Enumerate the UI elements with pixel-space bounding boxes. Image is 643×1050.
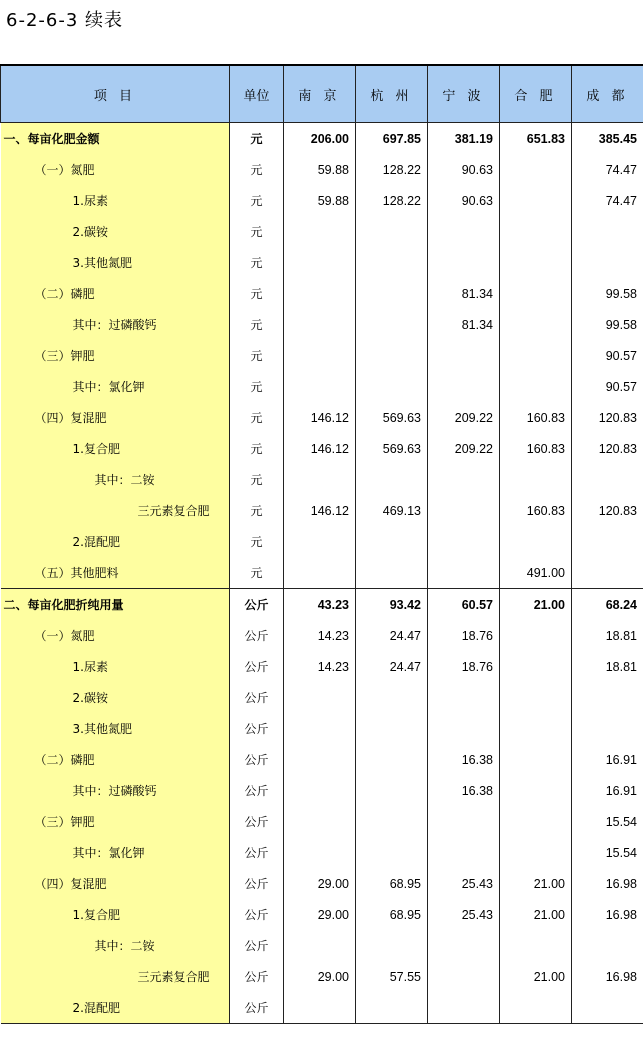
row-value <box>428 837 500 868</box>
row-label: 三元素复合肥 <box>1 961 230 992</box>
row-value <box>500 247 572 278</box>
row-value <box>500 154 572 185</box>
row-value: 160.83 <box>500 495 572 526</box>
row-value <box>356 992 428 1024</box>
row-value: 43.23 <box>284 589 356 621</box>
row-value <box>500 651 572 682</box>
row-value: 469.13 <box>356 495 428 526</box>
row-value: 385.45 <box>572 123 643 155</box>
table-row <box>1 433 643 464</box>
row-value: 93.42 <box>356 589 428 621</box>
row-label: 其中：二铵 <box>1 464 230 495</box>
row-value: 16.98 <box>572 961 643 992</box>
row-label: 2.混配肥 <box>1 992 230 1024</box>
row-label: 二、每亩化肥折纯用量 <box>1 589 230 621</box>
row-value: 25.43 <box>428 868 500 899</box>
row-value <box>428 464 500 495</box>
row-value <box>356 247 428 278</box>
header-city-hefei: 合 肥 <box>500 65 572 123</box>
data-table-container <box>0 64 643 1024</box>
row-unit: 元 <box>230 371 284 402</box>
row-label: （四）复混肥 <box>1 868 230 899</box>
row-value <box>500 340 572 371</box>
row-value: 651.83 <box>500 123 572 155</box>
table-row <box>1 340 643 371</box>
row-label: 三元素复合肥 <box>1 495 230 526</box>
row-value: 491.00 <box>500 557 572 589</box>
row-label: 其中：氯化钾 <box>1 371 230 402</box>
row-unit: 元 <box>230 154 284 185</box>
row-unit: 公斤 <box>230 899 284 930</box>
table-row <box>1 868 643 899</box>
row-value: 21.00 <box>500 868 572 899</box>
row-value: 15.54 <box>572 806 643 837</box>
row-value: 120.83 <box>572 433 643 464</box>
row-value <box>284 682 356 713</box>
table-row <box>1 992 643 1024</box>
row-value <box>284 992 356 1024</box>
row-value <box>428 526 500 557</box>
row-value: 29.00 <box>284 961 356 992</box>
row-value: 16.91 <box>572 744 643 775</box>
row-value: 128.22 <box>356 154 428 185</box>
row-value: 18.76 <box>428 620 500 651</box>
row-value <box>428 806 500 837</box>
row-value: 209.22 <box>428 402 500 433</box>
row-value <box>500 744 572 775</box>
table-row <box>1 837 643 868</box>
row-value <box>356 340 428 371</box>
row-unit: 公斤 <box>230 961 284 992</box>
row-value <box>356 557 428 589</box>
row-unit: 公斤 <box>230 775 284 806</box>
row-value <box>428 340 500 371</box>
table-row <box>1 713 643 744</box>
row-unit: 元 <box>230 185 284 216</box>
row-value: 81.34 <box>428 278 500 309</box>
row-value <box>500 775 572 806</box>
row-unit: 元 <box>230 402 284 433</box>
row-value: 16.98 <box>572 868 643 899</box>
table-row <box>1 620 643 651</box>
table-header-row <box>1 65 643 123</box>
row-value: 16.98 <box>572 899 643 930</box>
header-city-ningbo: 宁 波 <box>428 65 500 123</box>
row-value <box>284 526 356 557</box>
row-label: （二）磷肥 <box>1 744 230 775</box>
row-value: 68.24 <box>572 589 643 621</box>
row-value <box>500 185 572 216</box>
row-value: 14.23 <box>284 651 356 682</box>
row-value <box>428 557 500 589</box>
row-value <box>572 682 643 713</box>
row-unit: 公斤 <box>230 837 284 868</box>
row-unit: 元 <box>230 526 284 557</box>
row-value <box>284 775 356 806</box>
row-value <box>284 247 356 278</box>
row-value <box>428 216 500 247</box>
header-unit: 单位 <box>230 65 284 123</box>
row-value <box>284 557 356 589</box>
table-row <box>1 682 643 713</box>
row-value: 29.00 <box>284 868 356 899</box>
table-row <box>1 961 643 992</box>
row-value: 569.63 <box>356 433 428 464</box>
row-value <box>356 837 428 868</box>
table-row <box>1 185 643 216</box>
row-value <box>572 713 643 744</box>
row-value <box>500 930 572 961</box>
row-value: 68.95 <box>356 868 428 899</box>
row-label: （五）其他肥料 <box>1 557 230 589</box>
table-row <box>1 557 643 589</box>
row-value: 14.23 <box>284 620 356 651</box>
row-value <box>356 278 428 309</box>
row-value: 209.22 <box>428 433 500 464</box>
row-value: 99.58 <box>572 309 643 340</box>
header-city-hangzhou: 杭 州 <box>356 65 428 123</box>
row-value: 57.55 <box>356 961 428 992</box>
row-unit: 元 <box>230 495 284 526</box>
row-label: 1.尿素 <box>1 651 230 682</box>
row-value: 206.00 <box>284 123 356 155</box>
row-label: 2.碳铵 <box>1 216 230 247</box>
table-row <box>1 309 643 340</box>
row-value: 68.95 <box>356 899 428 930</box>
row-value <box>428 713 500 744</box>
row-label: （二）磷肥 <box>1 278 230 309</box>
row-value <box>428 371 500 402</box>
row-value: 21.00 <box>500 899 572 930</box>
row-value: 146.12 <box>284 495 356 526</box>
row-unit: 元 <box>230 464 284 495</box>
row-label: 其中：过磷酸钙 <box>1 775 230 806</box>
row-value: 381.19 <box>428 123 500 155</box>
row-value <box>284 216 356 247</box>
row-value <box>428 247 500 278</box>
row-unit: 公斤 <box>230 930 284 961</box>
row-value <box>284 837 356 868</box>
row-label: （四）复混肥 <box>1 402 230 433</box>
row-value <box>356 806 428 837</box>
row-label: 一、每亩化肥金额 <box>1 123 230 155</box>
row-value <box>500 371 572 402</box>
table-row <box>1 278 643 309</box>
row-unit: 公斤 <box>230 806 284 837</box>
row-value <box>500 713 572 744</box>
row-value <box>572 247 643 278</box>
row-value <box>356 713 428 744</box>
row-value: 146.12 <box>284 402 356 433</box>
table-row <box>1 247 643 278</box>
header-city-nanjing: 南 京 <box>284 65 356 123</box>
table-row <box>1 371 643 402</box>
row-value <box>572 930 643 961</box>
row-value <box>500 620 572 651</box>
row-value <box>572 216 643 247</box>
row-value: 24.47 <box>356 651 428 682</box>
row-value <box>572 557 643 589</box>
row-value <box>428 495 500 526</box>
row-label: （一）氮肥 <box>1 154 230 185</box>
row-label: 其中：过磷酸钙 <box>1 309 230 340</box>
row-value: 29.00 <box>284 899 356 930</box>
row-value <box>428 961 500 992</box>
row-value <box>284 744 356 775</box>
row-value: 90.63 <box>428 154 500 185</box>
row-value <box>284 309 356 340</box>
row-unit: 公斤 <box>230 744 284 775</box>
table-row <box>1 154 643 185</box>
row-value <box>284 713 356 744</box>
row-value <box>356 464 428 495</box>
row-label: 3.其他氮肥 <box>1 247 230 278</box>
table-row <box>1 589 643 621</box>
row-value: 15.54 <box>572 837 643 868</box>
row-value <box>284 340 356 371</box>
row-value <box>356 682 428 713</box>
row-label: 其中：氯化钾 <box>1 837 230 868</box>
row-value <box>500 278 572 309</box>
row-value <box>428 992 500 1024</box>
row-value: 60.57 <box>428 589 500 621</box>
row-label: 其中：二铵 <box>1 930 230 961</box>
table-row <box>1 464 643 495</box>
row-value: 16.91 <box>572 775 643 806</box>
row-value: 24.47 <box>356 620 428 651</box>
row-value <box>356 526 428 557</box>
row-unit: 公斤 <box>230 589 284 621</box>
row-label: （三）钾肥 <box>1 340 230 371</box>
row-value <box>356 371 428 402</box>
row-unit: 公斤 <box>230 868 284 899</box>
table-row <box>1 930 643 961</box>
row-value <box>572 464 643 495</box>
row-unit: 公斤 <box>230 682 284 713</box>
row-value <box>572 526 643 557</box>
row-label: 3.其他氮肥 <box>1 713 230 744</box>
row-unit: 元 <box>230 340 284 371</box>
header-city-chengdu: 成 都 <box>572 65 643 123</box>
row-value: 18.76 <box>428 651 500 682</box>
row-unit: 公斤 <box>230 992 284 1024</box>
row-value <box>284 278 356 309</box>
row-value <box>356 309 428 340</box>
row-value: 697.85 <box>356 123 428 155</box>
row-label: 2.碳铵 <box>1 682 230 713</box>
row-unit: 元 <box>230 433 284 464</box>
row-value: 128.22 <box>356 185 428 216</box>
row-value: 90.57 <box>572 340 643 371</box>
row-value <box>500 526 572 557</box>
table-row <box>1 899 643 930</box>
row-value: 18.81 <box>572 651 643 682</box>
row-label: 1.复合肥 <box>1 433 230 464</box>
row-unit: 元 <box>230 123 284 155</box>
row-label: 2.混配肥 <box>1 526 230 557</box>
row-value: 99.58 <box>572 278 643 309</box>
row-unit: 元 <box>230 309 284 340</box>
row-unit: 元 <box>230 247 284 278</box>
row-value: 81.34 <box>428 309 500 340</box>
table-body <box>1 123 643 1024</box>
row-value: 90.63 <box>428 185 500 216</box>
row-value: 160.83 <box>500 433 572 464</box>
table-row <box>1 806 643 837</box>
table-row <box>1 651 643 682</box>
row-value: 59.88 <box>284 185 356 216</box>
page-title: 6-2-6-3 续表 <box>6 10 124 31</box>
table-row <box>1 775 643 806</box>
row-value <box>500 682 572 713</box>
row-value: 120.83 <box>572 402 643 433</box>
row-value <box>500 806 572 837</box>
row-value: 16.38 <box>428 775 500 806</box>
header-item: 项 目 <box>1 65 230 123</box>
table-row <box>1 526 643 557</box>
row-unit: 元 <box>230 557 284 589</box>
row-unit: 公斤 <box>230 651 284 682</box>
row-value <box>500 464 572 495</box>
row-value: 160.83 <box>500 402 572 433</box>
row-value <box>284 806 356 837</box>
row-value <box>284 930 356 961</box>
row-value: 120.83 <box>572 495 643 526</box>
row-unit: 公斤 <box>230 713 284 744</box>
row-value <box>356 744 428 775</box>
row-value <box>428 682 500 713</box>
row-value: 16.38 <box>428 744 500 775</box>
table-row <box>1 744 643 775</box>
fertilizer-table <box>0 64 643 1024</box>
row-value: 74.47 <box>572 154 643 185</box>
row-label: 1.复合肥 <box>1 899 230 930</box>
row-value <box>500 309 572 340</box>
row-value <box>356 216 428 247</box>
row-label: （一）氮肥 <box>1 620 230 651</box>
row-unit: 公斤 <box>230 620 284 651</box>
row-value <box>356 930 428 961</box>
row-value: 21.00 <box>500 961 572 992</box>
row-value <box>428 930 500 961</box>
row-value: 25.43 <box>428 899 500 930</box>
row-value: 21.00 <box>500 589 572 621</box>
row-value <box>500 992 572 1024</box>
table-row <box>1 495 643 526</box>
row-value <box>500 216 572 247</box>
row-value <box>284 371 356 402</box>
row-value <box>356 775 428 806</box>
row-value <box>284 464 356 495</box>
table-row <box>1 123 643 155</box>
table-row <box>1 216 643 247</box>
row-value: 18.81 <box>572 620 643 651</box>
table-row <box>1 402 643 433</box>
row-label: 1.尿素 <box>1 185 230 216</box>
row-unit: 元 <box>230 278 284 309</box>
row-value: 569.63 <box>356 402 428 433</box>
row-unit: 元 <box>230 216 284 247</box>
row-label: （三）钾肥 <box>1 806 230 837</box>
row-value: 90.57 <box>572 371 643 402</box>
row-value <box>572 992 643 1024</box>
row-value: 59.88 <box>284 154 356 185</box>
row-value <box>500 837 572 868</box>
row-value: 74.47 <box>572 185 643 216</box>
row-value: 146.12 <box>284 433 356 464</box>
